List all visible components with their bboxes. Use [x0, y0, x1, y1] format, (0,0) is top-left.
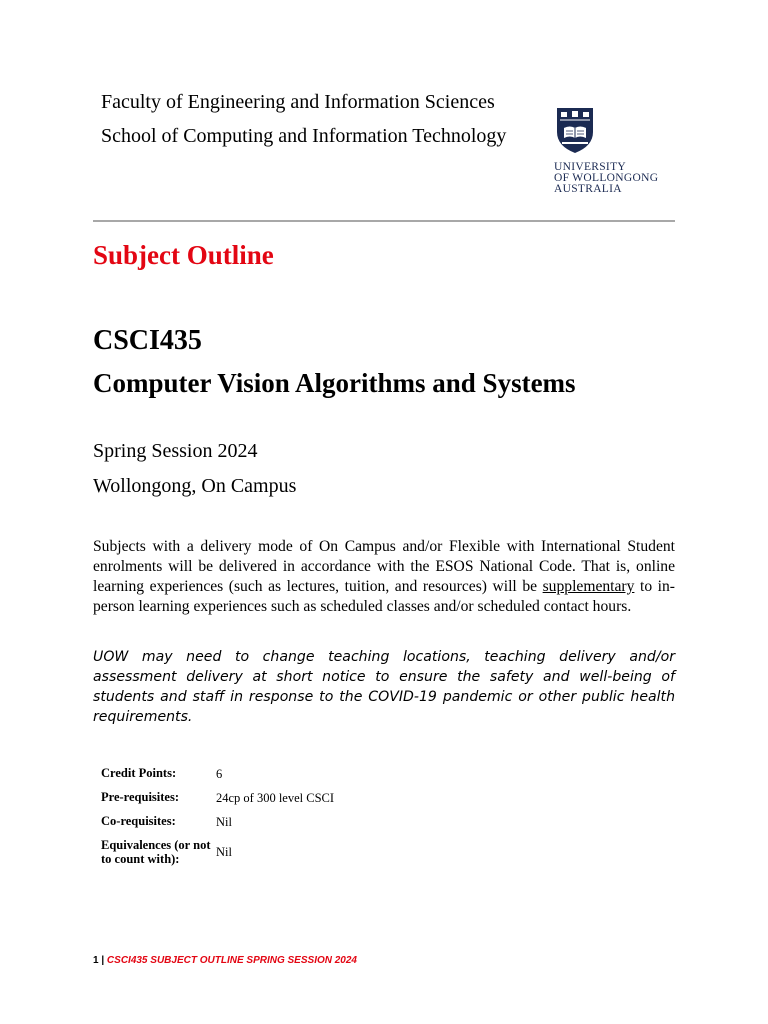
header-divider [93, 220, 675, 222]
university-wordmark [554, 162, 684, 195]
delivery-mode-paragraph [93, 537, 675, 617]
location-label: Wollongong, On Campus [93, 475, 297, 497]
logo-line-3: AUSTRALIA [554, 183, 622, 195]
logo-line-1: UNIVERSITY [554, 161, 626, 173]
supplementary-emphasis: supplementary [542, 578, 635, 595]
faculty-block [101, 90, 521, 158]
delivery-text-a: Subjects with a delivery mode of On Campus and/or Flexible with International Student enrolments will be delivered in accordance with the ESOS National Code. That is, online learning experiences (such as lectures, tuition, and resources) will be [93, 538, 675, 595]
page-number: 1 | [93, 955, 107, 966]
university-logo [554, 106, 684, 201]
school-name: School of Computing and Information Technology [101, 125, 507, 147]
logo-line-2: OF WOLLONGONG [554, 172, 659, 184]
details-label: Credit Points: [101, 766, 177, 780]
subject-outline-heading: Subject Outline [93, 240, 274, 270]
delivery-text-b: to in-person learning experiences such as scheduled classes and/or scheduled contact hours. [93, 578, 675, 615]
details-label: Pre-requisites: [101, 790, 179, 804]
covid-notice-paragraph: UOW may need to change teaching locations, teaching delivery and/or assessment delivery at short notice to ensure the safety and well-being of students and staff in response to the COVID-19 pandemic or other public health requirements. [93, 649, 675, 725]
page-footer [93, 955, 357, 966]
footer-title: CSCI435 SUBJECT OUTLINE SPRING SESSION 2024 [106, 955, 357, 966]
details-row [101, 790, 334, 814]
details-row [101, 838, 334, 866]
subject-details-table [101, 766, 334, 866]
subject-title: Computer Vision Algorithms and Systems [93, 368, 576, 398]
session-label: Spring Session 2024 [93, 440, 258, 462]
details-value: Nil [216, 845, 232, 859]
details-value: 24cp of 300 level CSCI [216, 791, 335, 805]
details-value: Nil [216, 815, 232, 829]
university-crest-icon [554, 106, 684, 154]
details-row [101, 766, 334, 790]
details-label: Co-requisites: [101, 814, 176, 828]
details-value: 6 [216, 767, 223, 781]
faculty-name: Faculty of Engineering and Information Sciences [101, 91, 495, 113]
subject-code: CSCI435 [93, 325, 202, 356]
details-label: Equivalences (or not to count with): [101, 838, 211, 866]
details-row [101, 814, 334, 838]
